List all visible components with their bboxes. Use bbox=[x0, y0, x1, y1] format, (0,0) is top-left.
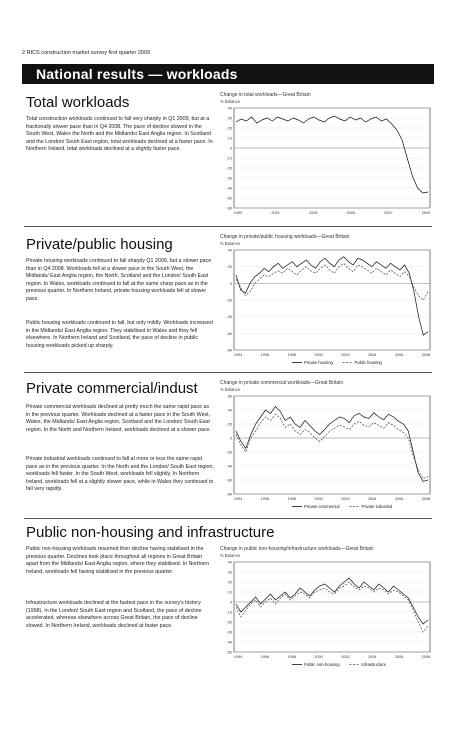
chart-y-label: % Balance bbox=[220, 99, 241, 104]
series-line bbox=[236, 116, 428, 193]
y-tick-label: 20 bbox=[227, 126, 232, 131]
section-paragraph: Total construction workloads continued to fall very sharply in Q1 2009, but at a fractionally slower pace than in Q4 2008. The pace of decline slowed in the South West, Wales the North and the Midlands/ East Anglia region. In Scotland and the London/ South East region, total workloads declined at a faster pace. In Northern Ireland, total workloads declined at a slightly faster pace. bbox=[26, 116, 213, 153]
chart-private-commercial bbox=[220, 380, 434, 514]
chart-total-workloads bbox=[220, 92, 434, 220]
section-divider bbox=[24, 372, 432, 373]
section-divider bbox=[24, 226, 432, 227]
section-title: Private/public housing bbox=[26, 236, 173, 253]
x-tick-label: 1996 bbox=[260, 353, 270, 357]
y-tick-label: -80 bbox=[226, 348, 232, 353]
y-tick-label: 30 bbox=[227, 116, 232, 121]
section-banner bbox=[22, 64, 434, 84]
series-line bbox=[236, 578, 428, 624]
y-tick-label: 10 bbox=[227, 590, 232, 595]
chart-plot bbox=[220, 106, 434, 218]
section-private-commercial bbox=[22, 378, 434, 516]
x-tick-label: 1996 bbox=[260, 497, 270, 501]
x-tick-label: 2002 bbox=[341, 353, 350, 357]
x-tick-label: 2005 bbox=[346, 211, 356, 215]
section-private-public-housing bbox=[22, 232, 434, 372]
section-paragraph: Private commercial workloads declined at pretty much the same rapid pace as in the previous quarter. Workloads declined at a faster pace in the South West, Wales, the Midlands/ East Anglia region, Scotland and the London/ South East region. In the North and Northern Ireland, workloads declined at a slower pace. bbox=[26, 404, 211, 433]
y-tick-label: 40 bbox=[227, 106, 232, 111]
section-divider bbox=[24, 518, 432, 519]
x-tick-label: 1999 bbox=[233, 211, 243, 215]
y-tick-label: -60 bbox=[226, 478, 232, 483]
x-tick-label: 2004 bbox=[368, 497, 377, 501]
section-paragraph: Public non-housing workloads resumed their decline having stabilised in the previous quarter. Declines took place throughout all regions in Great Britain apart from the Midlands/ East Anglia region, where they stabilised. In Northern Ireland, workloads fell having stabilised in the previous quarter. bbox=[26, 546, 210, 575]
chart-title: Change in private commercial workloads—Great Britain bbox=[220, 380, 344, 386]
x-tick-label: 2004 bbox=[368, 353, 377, 357]
series-line bbox=[236, 582, 428, 632]
x-tick-label: 1994 bbox=[233, 497, 243, 501]
section-paragraph: Infrastructure workloads declined at the fastest pace in the survey's history (1998). In the London/ South East region and Scotland, the pace of decline accelerated, whereas elsewhere across Great Britain, the pace of decline slowed. In Northern Ireland, workloads declined at faster pace. bbox=[26, 600, 202, 629]
chart-plot bbox=[220, 248, 434, 368]
chart-title: Change in total workloads—Great Britain bbox=[220, 92, 311, 98]
x-tick-label: 2008 bbox=[421, 353, 431, 357]
x-tick-label: 2000 bbox=[314, 497, 323, 501]
x-tick-label: 2003 bbox=[308, 211, 318, 215]
x-tick-label: 1994 bbox=[233, 353, 243, 357]
x-tick-label: 2004 bbox=[368, 655, 377, 659]
x-tick-label: 1998 bbox=[287, 497, 296, 501]
chart-title: Change in private/public housing workloads—Great Britain bbox=[220, 234, 350, 240]
section-title: Private commercial/indust bbox=[26, 380, 198, 397]
x-tick-label: 2002 bbox=[341, 655, 350, 659]
legend-label: Public non-housing bbox=[304, 662, 340, 667]
plot-frame bbox=[234, 562, 430, 652]
y-tick-label: -20 bbox=[226, 450, 232, 455]
x-tick-label: 2002 bbox=[341, 497, 350, 501]
y-tick-label: 0 bbox=[229, 600, 232, 605]
section-paragraph: Public housing workloads continued to fall, but only mildly. Workloads increased in the Midlands/ East Anglia region. They stabilised in Wales and they fell elsewhere. In Northern Ireland and Scotland, the pace of decline in public housing workloads picked up sharply. bbox=[26, 320, 213, 349]
banner-title: National results — workloads bbox=[36, 66, 238, 82]
y-tick-label: -50 bbox=[226, 650, 232, 655]
y-tick-label: -40 bbox=[226, 186, 232, 191]
chart-y-label: % Balance bbox=[220, 241, 241, 246]
y-tick-label: 40 bbox=[227, 248, 232, 253]
x-tick-label: 2006 bbox=[394, 655, 404, 659]
y-tick-label: -20 bbox=[226, 620, 232, 625]
x-tick-label: 2006 bbox=[394, 353, 404, 357]
chart-public-non-housing bbox=[220, 546, 434, 672]
x-tick-label: 2009 bbox=[421, 211, 431, 215]
section-paragraph: Private industrial workloads continued to fall at more or less the same rapid pace as in the previous quarter. In the North and the London/ South East region, workloads fell faster. In the South West, workloads fell slightly. In Northern Ireland, workloads fell at a slightly slower pace, while in Wales they continued to fall very rapidly. bbox=[26, 456, 214, 493]
x-tick-label: 1994 bbox=[233, 655, 243, 659]
y-tick-label: 10 bbox=[227, 136, 232, 141]
section-public-non-housing bbox=[22, 522, 434, 672]
x-tick-label: 1998 bbox=[287, 353, 296, 357]
legend-label: Infrastructure bbox=[361, 662, 387, 667]
legend-label: Public housing bbox=[354, 360, 382, 365]
legend-label: Private industrial bbox=[361, 504, 393, 509]
y-tick-label: 0 bbox=[229, 146, 232, 151]
y-tick-label: 40 bbox=[227, 560, 232, 565]
chart-plot bbox=[220, 560, 434, 670]
y-tick-label: -20 bbox=[226, 298, 232, 303]
y-tick-label: 0 bbox=[229, 436, 232, 441]
y-tick-label: -10 bbox=[226, 610, 232, 615]
x-tick-label: 2008 bbox=[421, 497, 431, 501]
plot-frame bbox=[234, 396, 430, 494]
x-tick-label: 1998 bbox=[287, 655, 296, 659]
chart-plot bbox=[220, 394, 434, 512]
y-tick-label: -60 bbox=[226, 206, 232, 211]
legend-label: Private housing bbox=[304, 360, 333, 365]
x-tick-label: 1996 bbox=[260, 655, 270, 659]
y-tick-label: 60 bbox=[227, 394, 232, 399]
y-tick-label: 20 bbox=[227, 580, 232, 585]
chart-y-label: % Balance bbox=[220, 553, 241, 558]
section-total-workloads bbox=[22, 90, 434, 222]
section-title: Total workloads bbox=[26, 94, 130, 111]
x-tick-label: 2000 bbox=[314, 353, 323, 357]
y-tick-label: 20 bbox=[227, 265, 232, 270]
chart-title: Change in public non-housing/infrastructure workloads—Great Britain bbox=[220, 546, 374, 552]
y-tick-label: -40 bbox=[226, 315, 232, 320]
page-header: 2 RICS construction market survey first quarter 2009 bbox=[22, 50, 151, 56]
y-tick-label: -60 bbox=[226, 331, 232, 336]
y-tick-label: -40 bbox=[226, 464, 232, 469]
y-tick-label: -50 bbox=[226, 196, 232, 201]
x-tick-label: 2001 bbox=[271, 211, 280, 215]
chart-y-label: % Balance bbox=[220, 387, 241, 392]
y-tick-label: -80 bbox=[226, 492, 232, 497]
y-tick-label: -30 bbox=[226, 176, 232, 181]
y-tick-label: -10 bbox=[226, 156, 232, 161]
legend-label: Private commercial bbox=[304, 504, 340, 509]
y-tick-label: 30 bbox=[227, 570, 232, 575]
series-line bbox=[236, 257, 428, 335]
y-tick-label: 0 bbox=[229, 281, 232, 286]
y-tick-label: 40 bbox=[227, 408, 232, 413]
y-tick-label: -20 bbox=[226, 166, 232, 171]
section-title: Public non-housing and infrastructure bbox=[26, 524, 275, 541]
y-tick-label: 20 bbox=[227, 422, 232, 427]
x-tick-label: 2000 bbox=[314, 655, 323, 659]
section-paragraph: Private housing workloads continued to fall sharply Q1 2009, but a slower pace than in Q4 2008. Workloads fell at a slower pace in the South West, the Midlands/ East Anglia region, the North, Scotland and the London/ South East region. In Wales, workloads continued to fall at the same sharp pace as in the previous quarter. In Northern Ireland, private housing workloads fell at slower pace. bbox=[26, 258, 212, 302]
x-tick-label: 2008 bbox=[421, 655, 431, 659]
y-tick-label: -40 bbox=[226, 640, 232, 645]
x-tick-label: 2006 bbox=[394, 497, 404, 501]
x-tick-label: 2007 bbox=[384, 211, 393, 215]
y-tick-label: -30 bbox=[226, 630, 232, 635]
chart-private-public-housing bbox=[220, 234, 434, 372]
